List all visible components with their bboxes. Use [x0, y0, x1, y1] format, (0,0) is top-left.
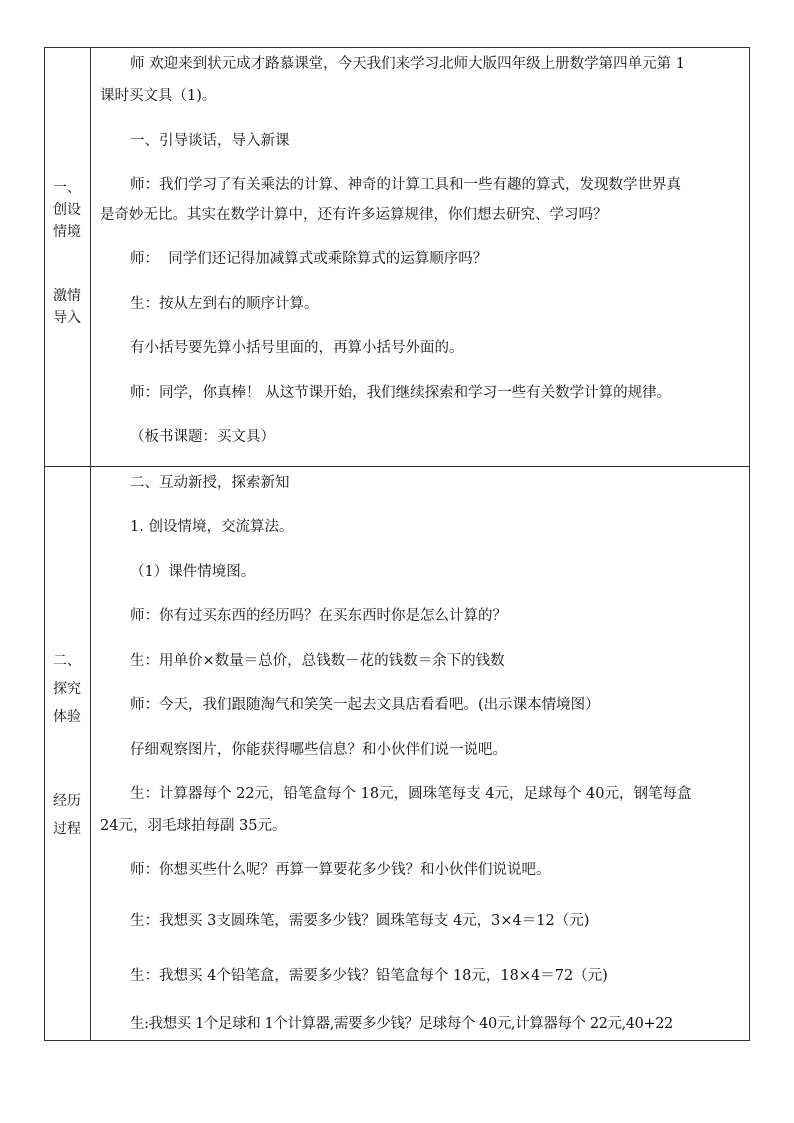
- section1-label-line: 一、: [53, 180, 81, 196]
- paragraph: 1. 创设情境，交流算法。: [130, 519, 294, 535]
- paragraph: 24元，羽毛球拍每副 35元。: [100, 818, 287, 834]
- paragraph: 师：今天，我们跟随淘气和笑笑一起去文具店看看吧。(出示课本情境图）: [130, 697, 600, 713]
- paragraph: 师 欢迎来到状元成才路慕课堂，今天我们来学习北师大版四年级上册数学第四单元第 1: [130, 56, 685, 72]
- paragraph: 课时买文具（1)。: [100, 88, 217, 104]
- section1-label: [44, 47, 90, 466]
- paragraph: 师：你想买些什么呢？再算一算要花多少钱？和小伙伴们说说吧。: [130, 862, 551, 878]
- paragraph: 师：你有过买东西的经历吗？在买东西时你是怎么计算的？: [130, 608, 507, 624]
- paragraph: 师：我们学习了有关乘法的计算、神奇的计算工具和一些有趣的算式，发现数学世界真: [130, 177, 681, 193]
- paragraph: （1）课件情境图。: [130, 564, 256, 580]
- paragraph: 有小括号要先算小括号里面的，再算小括号外面的。: [130, 340, 464, 356]
- paragraph: 生：我想买 4个铅笔盒，需要多少钱？铅笔盒每个 18元，18×4＝72（元): [130, 968, 608, 984]
- paragraph: 生：按从左到右的顺序计算。: [130, 296, 319, 312]
- section2-label-line: 过程: [53, 821, 81, 837]
- lesson-plan-table: [44, 47, 750, 1041]
- section2-label-line: 探究: [53, 681, 81, 697]
- paragraph: 仔细观察图片，你能获得哪些信息？和小伙伴们说一说吧。: [130, 742, 507, 758]
- paragraph: 师：同学，你真棒！ 从这节课开始，我们继续探索和学习一些有关数学计算的规律。: [130, 385, 672, 401]
- paragraph: 生：我想买 3支圆珠笔，需要多少钱？圆珠笔每支 4元，3×4＝12（元): [130, 913, 590, 929]
- paragraph: 二、互动新授，探索新知: [130, 475, 290, 491]
- section1-label-line: 导入: [53, 310, 81, 326]
- paragraph: 生：用单价×数量＝总价，总钱数－花的钱数＝余下的钱数: [130, 653, 505, 669]
- section-divider: [44, 466, 750, 467]
- section2-label-line: 二、: [53, 653, 81, 669]
- paragraph: 生：计算器每个 22元，铅笔盒每个 18元，圆珠笔每支 4元，足球每个 40元，钢笔每盒: [130, 786, 692, 802]
- column-divider: [90, 47, 91, 1041]
- section1-label-line: 激情: [53, 288, 81, 304]
- table-bottom-border: [44, 1040, 750, 1041]
- paragraph: 师： 同学们还记得加减算式或乘除算式的运算顺序吗？: [130, 251, 488, 267]
- section2-label-line: 体验: [53, 709, 81, 725]
- paragraph: 生:我想买 1个足球和 1个计算器,需要多少钱？足球每个 40元,计算器每个 22元,40+22: [130, 1016, 673, 1032]
- table-top-border: [44, 47, 750, 48]
- section1-label-line: 情境: [53, 224, 81, 240]
- section2-label-line: 经历: [53, 793, 81, 809]
- paragraph: 一、引导谈话，导入新课: [130, 133, 290, 149]
- section2-label: [44, 467, 90, 1040]
- paragraph: （板书课题：买文具）: [130, 429, 275, 445]
- paragraph: 是奇妙无比。其实在数学计算中，还有许多运算规律，你们想去研究、学习吗？: [100, 207, 608, 223]
- section1-label-line: 创设: [53, 202, 81, 218]
